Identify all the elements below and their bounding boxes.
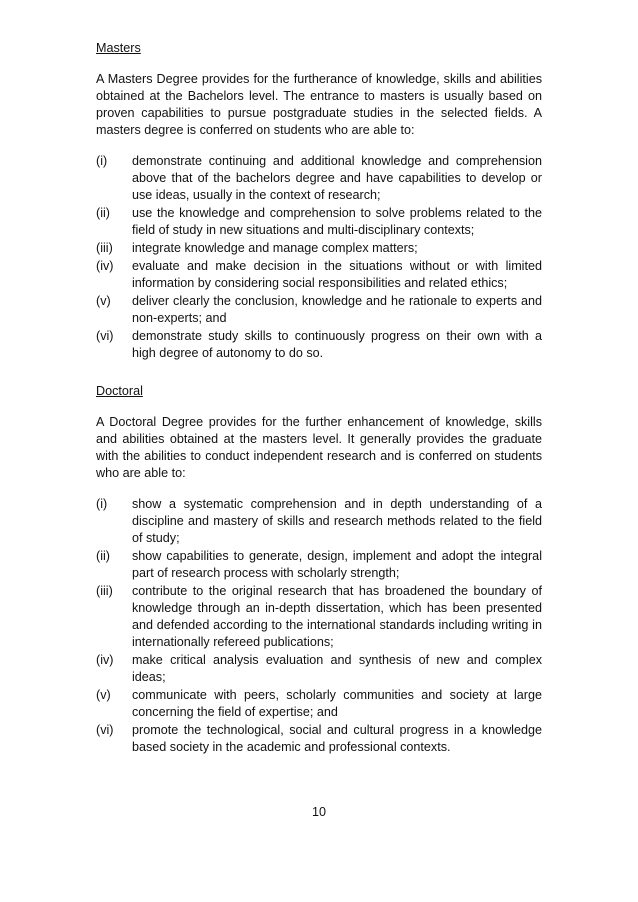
item-text: evaluate and make decision in the situations without or with limited information by considering social responsibilities and related ethics; [132,259,542,290]
list-item [96,583,542,651]
list-item [96,496,542,547]
item-number: (i) [96,154,108,168]
masters-list [96,153,542,362]
item-text: communicate with peers, scholarly communities and society at large concerning the field of expertise; and [132,688,542,719]
item-number: (iii) [96,241,113,255]
item-text: show a systematic comprehension and in depth understanding of a discipline and mastery of skills and research methods related to the field of study; [132,497,542,545]
masters-intro: A Masters Degree provides for the furtherance of knowledge, skills and abilities obtained at the Bachelors level. The entrance to masters is usually based on proven capabilities to pursue postgraduate studies in the selected fields. A masters degree is conferred on students who are able to: [96,72,542,137]
list-item [96,687,542,721]
item-number: (vi) [96,329,114,343]
list-item [96,548,542,582]
item-text: promote the technological, social and cultural progress in a knowledge based society in the academic and professional contexts. [132,723,542,754]
item-number: (ii) [96,206,110,220]
list-item [96,153,542,204]
list-item [96,652,542,686]
item-number: (vi) [96,723,114,737]
item-number: (iv) [96,653,114,667]
item-text: contribute to the original research that has broadened the boundary of knowledge through an in-depth dissertation, which has been presented and defended according to the international standards including writing in internationally refereed publications; [132,584,542,649]
list-item [96,205,542,239]
item-text: show capabilities to generate, design, implement and adopt the integral part of research process with scholarly strength; [132,549,542,580]
page-number: 10 [311,805,326,819]
item-text: demonstrate study skills to continuously progress on their own with a high degree of autonomy to do so. [132,329,542,360]
list-item [96,258,542,292]
item-text: deliver clearly the conclusion, knowledge and he rationale to experts and non-experts; and [132,294,542,325]
item-number: (v) [96,294,111,308]
item-number: (ii) [96,549,110,563]
item-text: integrate knowledge and manage complex matters; [132,241,418,255]
item-text: make critical analysis evaluation and synthesis of new and complex ideas; [132,653,542,684]
item-number: (iv) [96,259,114,273]
list-item [96,293,542,327]
doctoral-list [96,496,542,756]
page-content [96,40,542,757]
section-gap [96,363,542,383]
item-number: (iii) [96,584,113,598]
item-text: demonstrate continuing and additional knowledge and comprehension above that of the bachelors degree and have capabilities to develop or use ideas, usually in the context of research; [132,154,542,202]
list-item [96,722,542,756]
item-number: (v) [96,688,111,702]
doctoral-intro: A Doctoral Degree provides for the further enhancement of knowledge, skills and abilities obtained at the masters level. It generally provides the graduate with the abilities to conduct independent research and is conferred on students who are able to: [96,415,542,480]
doctoral-heading: Doctoral [96,384,143,398]
item-number: (i) [96,497,108,511]
item-text: use the knowledge and comprehension to solve problems related to the field of study in new situations and multi-disciplinary contexts; [132,206,542,237]
list-item [96,328,542,362]
masters-heading: Masters [96,41,141,55]
list-item [96,240,542,257]
